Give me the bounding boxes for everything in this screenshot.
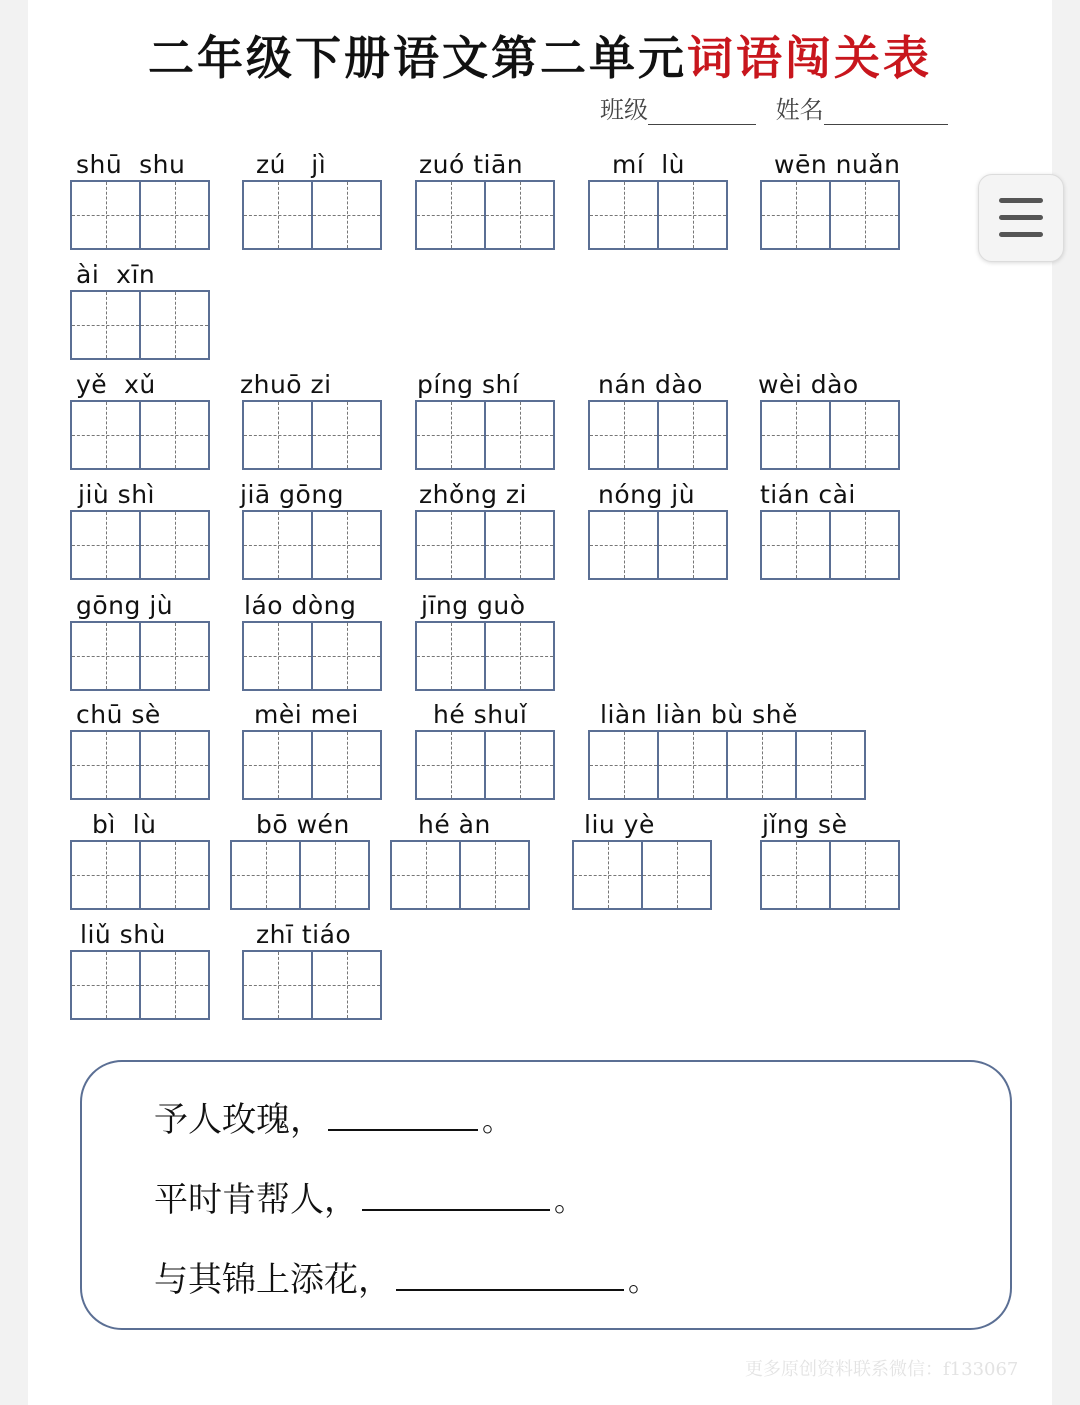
- writing-cell[interactable]: [657, 402, 726, 468]
- writing-cell[interactable]: [459, 842, 528, 908]
- writing-cell[interactable]: [72, 402, 139, 468]
- word-pinyin: gōng jù: [76, 591, 174, 620]
- word-pinyin: liǔ shù: [80, 920, 166, 949]
- tianzige-boxes: [760, 510, 900, 580]
- word-pinyin: nóng jù: [598, 480, 696, 509]
- fill-in-prompt: 与其锦上添花，: [154, 1260, 392, 1300]
- word-pinyin: wèi dào: [758, 370, 859, 399]
- writing-cell[interactable]: [244, 182, 311, 248]
- fill-in-line-2: [154, 1172, 584, 1221]
- fill-in-prompt: 平时肯帮人，: [154, 1180, 358, 1220]
- writing-cell[interactable]: [590, 182, 657, 248]
- word-pinyin: píng shí: [417, 370, 520, 399]
- word-pinyin: shū shu: [76, 150, 186, 179]
- writing-cell[interactable]: [72, 292, 139, 358]
- word-pinyin: zuó tiān: [419, 150, 524, 179]
- word-pinyin: zhuō zi: [240, 370, 332, 399]
- writing-cell[interactable]: [244, 623, 311, 689]
- writing-cell[interactable]: [762, 182, 829, 248]
- fill-in-period: 。: [628, 1264, 658, 1299]
- word-pinyin: hé àn: [418, 810, 491, 839]
- word-pinyin: mèi mei: [254, 700, 359, 729]
- writing-cell[interactable]: [657, 512, 726, 578]
- word-pinyin: jīng guò: [421, 591, 526, 620]
- fill-in-line-1: [154, 1092, 512, 1141]
- writing-cell[interactable]: [657, 732, 726, 798]
- tianzige-boxes: [588, 400, 728, 470]
- tianzige-boxes: [70, 290, 210, 360]
- tianzige-boxes: [242, 180, 382, 250]
- title-main: 二年级下册语文第二单元: [148, 31, 687, 85]
- tianzige-boxes: [70, 730, 210, 800]
- word-pinyin: mí lù: [612, 150, 685, 179]
- word-pinyin: yě xǔ: [76, 370, 156, 399]
- name-blank[interactable]: [824, 100, 948, 125]
- writing-cell[interactable]: [657, 182, 726, 248]
- writing-cell[interactable]: [72, 182, 139, 248]
- tianzige-boxes: [70, 510, 210, 580]
- writing-cell[interactable]: [139, 623, 208, 689]
- writing-cell[interactable]: [417, 623, 484, 689]
- fill-in-line-3: [154, 1252, 658, 1301]
- writing-cell[interactable]: [139, 952, 208, 1018]
- word-pinyin: láo dòng: [244, 591, 357, 620]
- fill-in-prompt: 予人玫瑰，: [154, 1100, 324, 1140]
- fill-in-blank[interactable]: [396, 1255, 624, 1291]
- writing-cell[interactable]: [311, 182, 380, 248]
- word-pinyin: zú jì: [256, 150, 327, 179]
- word-pinyin: jiù shì: [78, 480, 155, 509]
- tianzige-boxes: [760, 840, 900, 910]
- writing-cell[interactable]: [139, 842, 208, 908]
- fill-in-blank[interactable]: [362, 1175, 550, 1211]
- word-pinyin: zhǒng zi: [419, 480, 527, 509]
- tianzige-boxes: [70, 621, 210, 691]
- tianzige-boxes: [415, 621, 555, 691]
- tianzige-boxes: [242, 730, 382, 800]
- tianzige-boxes: [588, 180, 728, 250]
- writing-cell[interactable]: [417, 512, 484, 578]
- tianzige-boxes: [415, 400, 555, 470]
- writing-cell[interactable]: [590, 512, 657, 578]
- writing-cell[interactable]: [795, 732, 864, 798]
- tianzige-boxes: [230, 840, 370, 910]
- writing-cell[interactable]: [311, 732, 380, 798]
- tianzige-boxes: [415, 510, 555, 580]
- word-pinyin: nán dào: [598, 370, 703, 399]
- writing-cell[interactable]: [417, 732, 484, 798]
- word-pinyin: chū sè: [76, 700, 161, 729]
- word-pinyin: bō wén: [256, 810, 350, 839]
- watermark-text: 更多原创资料联系微信：f133067: [745, 1359, 1019, 1380]
- writing-cell[interactable]: [484, 512, 553, 578]
- writing-cell[interactable]: [726, 732, 795, 798]
- writing-cell[interactable]: [244, 402, 311, 468]
- word-pinyin: jiā gōng: [240, 480, 345, 509]
- tianzige-boxes: [760, 180, 900, 250]
- writing-cell[interactable]: [484, 402, 553, 468]
- writing-cell[interactable]: [829, 182, 898, 248]
- writing-cell[interactable]: [232, 842, 299, 908]
- writing-cell[interactable]: [762, 402, 829, 468]
- writing-cell[interactable]: [139, 732, 208, 798]
- tianzige-boxes: [390, 840, 530, 910]
- writing-cell[interactable]: [417, 402, 484, 468]
- writing-cell[interactable]: [829, 842, 898, 908]
- tianzige-boxes: [70, 400, 210, 470]
- fill-in-period: 。: [482, 1104, 512, 1139]
- word-pinyin: jǐng sè: [762, 810, 848, 839]
- writing-cell[interactable]: [72, 623, 139, 689]
- tianzige-boxes: [572, 840, 712, 910]
- writing-cell[interactable]: [417, 182, 484, 248]
- tianzige-boxes: [70, 180, 210, 250]
- title-highlight: 词语闯关表: [687, 31, 932, 85]
- writing-cell[interactable]: [244, 512, 311, 578]
- word-pinyin: liàn liàn bù shě: [600, 700, 798, 729]
- writing-cell[interactable]: [244, 732, 311, 798]
- writing-cell[interactable]: [392, 842, 459, 908]
- word-pinyin: zhī tiáo: [256, 920, 352, 949]
- tianzige-boxes: [588, 510, 728, 580]
- class-blank[interactable]: [648, 100, 756, 125]
- word-pinyin: bì lù: [92, 810, 157, 839]
- writing-cell[interactable]: [139, 182, 208, 248]
- fill-in-blank[interactable]: [328, 1095, 478, 1131]
- writing-cell[interactable]: [484, 732, 553, 798]
- writing-cell[interactable]: [72, 842, 139, 908]
- word-pinyin: hé shuǐ: [433, 700, 528, 729]
- name-label: 姓名: [775, 96, 824, 124]
- writing-cell[interactable]: [762, 842, 829, 908]
- tianzige-boxes: [415, 730, 555, 800]
- tianzige-boxes: [415, 180, 555, 250]
- tianzige-boxes: [70, 950, 210, 1020]
- writing-cell[interactable]: [641, 842, 710, 908]
- writing-cell[interactable]: [829, 512, 898, 578]
- tianzige-boxes: [242, 510, 382, 580]
- writing-cell[interactable]: [139, 292, 208, 358]
- writing-cell[interactable]: [72, 732, 139, 798]
- writing-cell[interactable]: [311, 623, 380, 689]
- writing-cell[interactable]: [574, 842, 641, 908]
- writing-cell[interactable]: [762, 512, 829, 578]
- word-pinyin: ài xīn: [76, 260, 156, 289]
- tianzige-boxes: [588, 730, 866, 800]
- writing-cell[interactable]: [139, 402, 208, 468]
- tianzige-boxes: [242, 400, 382, 470]
- writing-cell[interactable]: [72, 512, 139, 578]
- writing-cell[interactable]: [311, 402, 380, 468]
- menu-button[interactable]: [978, 174, 1064, 262]
- writing-cell[interactable]: [311, 512, 380, 578]
- writing-cell[interactable]: [299, 842, 368, 908]
- hamburger-menu-icon: [999, 198, 1043, 238]
- tianzige-boxes: [760, 400, 900, 470]
- word-pinyin: wēn nuǎn: [774, 150, 901, 179]
- writing-cell[interactable]: [484, 623, 553, 689]
- tianzige-boxes: [242, 950, 382, 1020]
- fill-in-period: 。: [554, 1184, 584, 1219]
- writing-cell[interactable]: [139, 512, 208, 578]
- fill-in-box: [80, 1060, 1012, 1330]
- class-label: 班级: [600, 96, 648, 124]
- writing-cell[interactable]: [484, 182, 553, 248]
- word-pinyin: tián cài: [760, 480, 856, 509]
- student-info: [600, 90, 948, 125]
- writing-cell[interactable]: [590, 732, 657, 798]
- writing-cell[interactable]: [829, 402, 898, 468]
- writing-cell[interactable]: [244, 952, 311, 1018]
- writing-cell[interactable]: [590, 402, 657, 468]
- writing-cell[interactable]: [311, 952, 380, 1018]
- tianzige-boxes: [70, 840, 210, 910]
- word-pinyin: liu yè: [584, 810, 655, 839]
- writing-cell[interactable]: [72, 952, 139, 1018]
- page-title: [0, 22, 1080, 88]
- tianzige-boxes: [242, 621, 382, 691]
